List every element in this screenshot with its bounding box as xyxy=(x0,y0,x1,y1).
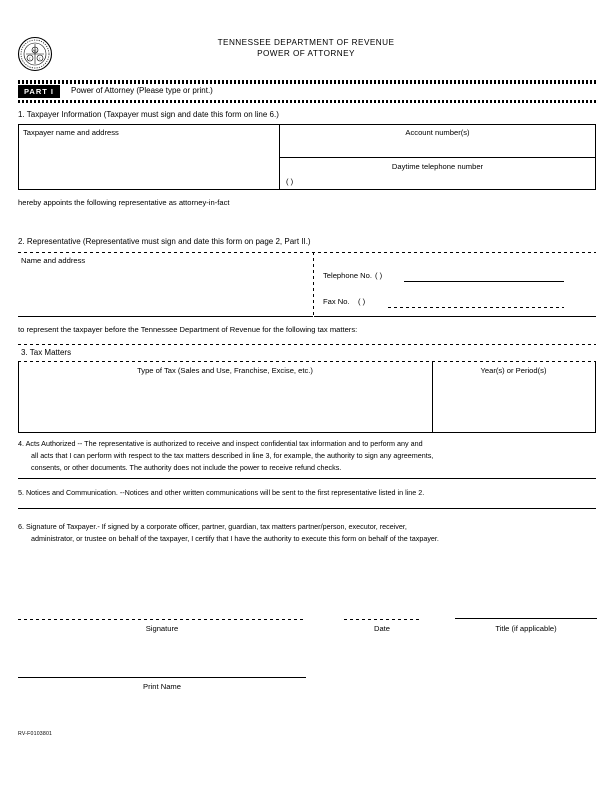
rep-telephone-label: Telephone No. xyxy=(323,271,372,280)
section3-heading-top-rule xyxy=(18,344,596,345)
account-number-label: Account number(s) xyxy=(405,128,470,137)
page-title xyxy=(0,37,612,59)
section2-box-bottom xyxy=(18,316,596,317)
signature-rule xyxy=(18,619,306,620)
form-number: RV-F0103801 xyxy=(18,731,53,737)
svg-text:C: C xyxy=(38,56,42,61)
section3-box-right xyxy=(595,361,596,433)
title-label: Title (if applicable) xyxy=(495,624,557,633)
daytime-phone-paren: ( ) xyxy=(286,177,294,186)
taxpayer-name-address-label: Taxpayer name and address xyxy=(23,128,119,137)
section5-line-1: 5. Notices and Communication. --Notices and other written communications will be sent to the first representative listed in line 2. xyxy=(18,488,425,497)
rep-fax-paren: ( ) xyxy=(358,297,366,306)
section2-column-divider xyxy=(313,252,314,317)
section6-line-2: administrator, or trustee on behalf of the taxpayer, I certify that I have the authority to execute this form on behalf of the taxpayer. xyxy=(31,534,439,543)
section6-line-1: 6. Signature of Taxpayer.- If signed by a corporate officer, partner, guardian, tax matters partner/person, executor, receiver, xyxy=(18,522,407,531)
section3-box-bottom xyxy=(18,432,596,433)
part-one-banner xyxy=(18,80,596,103)
section1-box-bottom xyxy=(18,189,596,190)
rep-fax-rule xyxy=(388,307,564,308)
rep-telephone-paren: ( ) xyxy=(375,271,383,280)
print-name-label: Print Name xyxy=(143,682,181,691)
section1-heading: 1. Taxpayer Information (Taxpayer must sign and date this form on line 6.) xyxy=(18,110,279,119)
section4-bottom-rule xyxy=(18,478,596,479)
svg-text:AG: AG xyxy=(32,48,38,53)
agency-name: TENNESSEE DEPARTMENT OF REVENUE xyxy=(217,38,395,47)
section5-bottom-rule xyxy=(18,508,596,509)
rep-telephone-rule xyxy=(404,281,564,282)
appoints-text: hereby appoints the following representative as attorney-in-fact xyxy=(18,198,230,207)
section4-line-1: 4. Acts Authorized -- The representative is authorized to receive and inspect confidential tax information and to perform any and xyxy=(18,439,423,448)
rep-fax-label: Fax No. xyxy=(323,297,350,306)
rep-name-address-label: Name and address xyxy=(21,256,86,265)
print-name-rule xyxy=(18,677,306,678)
form-header xyxy=(0,34,612,78)
svg-text:C: C xyxy=(28,56,32,61)
section1-right-row-divider xyxy=(279,157,596,158)
banner-bottom-rule xyxy=(18,100,596,103)
section1-box-top xyxy=(18,124,596,125)
daytime-phone-label: Daytime telephone number xyxy=(391,162,484,171)
section3-heading: 3. Tax Matters xyxy=(21,348,72,357)
section1-box-left xyxy=(18,124,19,190)
section2-heading: 2. Representative (Representative must sign and date this form on page 2, Part II.) xyxy=(18,237,311,246)
date-rule xyxy=(344,619,420,620)
part-banner-label: Power of Attorney (Please type or print.) xyxy=(71,86,213,95)
represent-text: to represent the taxpayer before the Tennessee Department of Revenue for the following tax matters: xyxy=(18,325,358,334)
col-type-of-tax: Type of Tax (Sales and Use, Franchise, Excise, etc.) xyxy=(137,366,313,375)
title-rule xyxy=(455,618,597,619)
part-badge: PART I xyxy=(18,85,60,98)
section4-line-3: consents, or other documents. The authority does not include the power to receive refund checks. xyxy=(31,463,342,472)
form-title: POWER OF ATTORNEY xyxy=(257,49,355,58)
section3-heading-bottom-rule xyxy=(18,361,596,362)
date-label: Date xyxy=(373,624,391,633)
signature-label: Signature xyxy=(145,624,179,633)
col-years-periods: Year(s) or Period(s) xyxy=(480,366,547,375)
section4-line-2: all acts that I can perform with respect to the tax matters described in line 3, for example, the authority to sign any agreements, xyxy=(31,451,434,460)
section2-box-top xyxy=(18,252,596,253)
